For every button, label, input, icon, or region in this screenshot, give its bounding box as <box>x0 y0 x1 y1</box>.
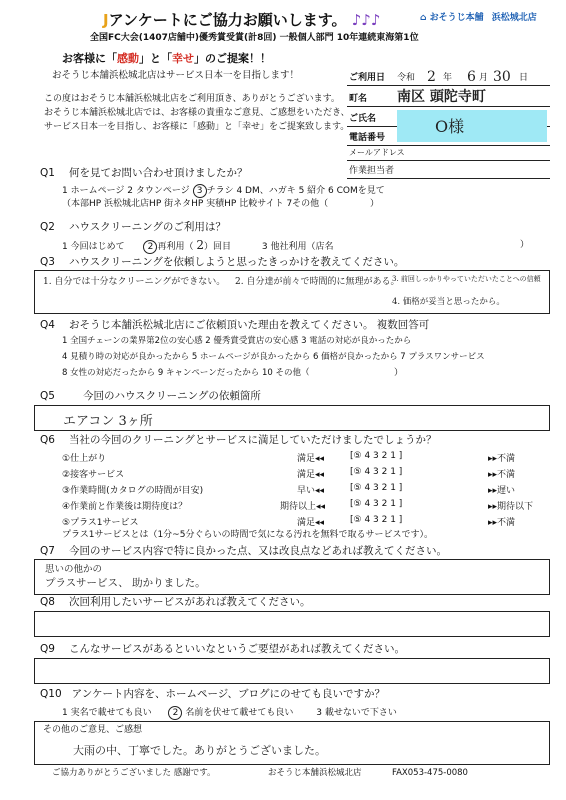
q6-score-1: [⑤ 4 3 2 1 ] <box>350 451 403 461</box>
q6-score-5: [⑤ 4 3 2 1 ] <box>350 515 403 525</box>
q8-question: Q8 次回利用したいサービスがあれば教えてください。 <box>40 596 311 608</box>
q3-answer-box <box>34 270 550 314</box>
q4-options-3: 8 女性の対応だったから 9 キャンペーンだったから 10 その他（ <box>62 368 310 378</box>
intro-line-2: おそうじ本舗浜松城北店では、お客様の貴重なご意見、ご感想をいただき、 <box>44 108 350 118</box>
q6-row-2: ②接客サービス 満足◂◂ [⑤ 4 3 2 1 ] ▸▸不満 <box>62 467 516 480</box>
q6-row-5: ⑤プラス1サービス 満足◂◂ [⑤ 4 3 2 1 ] ▸▸不満 <box>62 515 516 528</box>
q1-selected-circle: 3 <box>193 184 207 198</box>
q7-answer-2: プラスサービス、 助かりました。 <box>45 577 206 589</box>
q6-score-4: [⑤ 4 3 2 1 ] <box>350 499 403 509</box>
staff-row: 作業担当者 <box>347 162 550 179</box>
q5-answer-box <box>34 405 550 431</box>
q4-close: ） <box>394 368 404 378</box>
q10-options: 1 実名で載せても良い 2 名前を伏せて載せても良い 3 載せないで下さい <box>62 708 397 718</box>
award-line: 全国FC大会(1407店舗中)優秀賞受賞(計8回) 一般個人部門 10年連続東海第1位 <box>90 33 419 43</box>
q6-note: プラス1サービスとは（1分~5分ぐらいの時間で気になる汚れを無料で取るサービスです）。 <box>62 530 433 540</box>
other-comments-box <box>34 721 550 765</box>
q2-close: ） <box>520 240 530 250</box>
q2-selected-circle: 2 <box>143 240 157 254</box>
brand-name: おそうじ本舗 <box>429 13 484 23</box>
town-value: 南区 頭陀寺町 <box>397 89 486 105</box>
q6-score-3: [⑤ 4 3 2 1 ] <box>350 483 403 493</box>
q3-answer-3: 3. 前回しっかりやっていただいたことへの信頼 <box>392 275 541 283</box>
house-icon: ⌂ <box>420 13 427 23</box>
month-value: 6 <box>467 69 476 85</box>
q1-question: Q1 何を見てお問い合わせ頂けましたか？ <box>40 167 248 179</box>
q10-selected-circle: 2 <box>168 706 182 720</box>
email-row: メールアドレス <box>347 145 550 161</box>
q3-answer-4: 4. 価格が妥当と思ったから。 <box>392 297 505 307</box>
q9-answer-box <box>34 658 550 684</box>
phone-row: 電話番号 <box>347 126 550 146</box>
q4-options-1: 1 全国チェーンの業界第2位の安心感 2 優秀賞受賞店の安心感 3 電話の対応が良かったから <box>62 336 412 346</box>
other-comments-label: その他のご意見、ご感想 <box>43 725 143 735</box>
footer-fax: FAX053-475-0080 <box>392 768 468 778</box>
store-name: 浜松城北店 <box>491 13 537 23</box>
q7-answer-box <box>34 559 550 595</box>
music-notes-icon: ♪♪♪ <box>351 11 381 29</box>
goal-line: おそうじ本舗浜松城北店はサービス日本一を目指します！ <box>52 70 300 81</box>
q6-row-3: ③作業時間(カタログの時間が目安) 早い◂◂ [⑤ 4 3 2 1 ] ▸▸遅い <box>62 483 516 496</box>
q6-question: Q6 当社の今回のクリーニングとサービスに満足していただけましたでしょうか？ <box>40 434 437 446</box>
year-value: 2 <box>427 69 436 85</box>
name-value: O様 <box>435 117 465 136</box>
q4-options-2: 4 見積り時の対応が良かったから 5 ホームページが良かったから 6 価格が良かったから 7 プラスワンサービス <box>62 352 485 362</box>
name-highlight <box>397 110 547 142</box>
q2-question: Q2 ハウスクリーニングのご利用は？ <box>40 221 226 233</box>
title-j: J <box>103 11 109 29</box>
q10-question: Q10 アンケート内容を、ホームページ、ブログにのせても良いですか？ <box>40 688 385 700</box>
q3-answer-2: 2. 自分達が前々で時間的に無理がある。 <box>235 277 400 287</box>
q3-answer-1: 1. 自分では十分なクリーニングができない。 <box>43 277 226 287</box>
footer-company: おそうじ本舗浜松城北店 <box>268 768 362 778</box>
q1-sub-options: （本部HP 浜松城北店HP 街ネタHP 実積HP 比較サイト 7その他（ <box>62 199 329 209</box>
header-title <box>103 9 380 30</box>
q2-options: 1 今回はじめて 2 再利用（ 2）回目 3 他社利用（店名 <box>62 238 334 252</box>
town-row: 町名 南区 頭陀寺町 <box>347 87 550 107</box>
q3-question: Q3 ハウスクリーニングを依頼しようと思ったきっかけを教えてください。 <box>40 256 405 268</box>
q1-sub-close: ） <box>370 199 380 209</box>
q7-question: Q7 今回のサービス内容で特に良かった点、又は改良点などあれば教えてください。 <box>40 545 447 557</box>
intro-line-1: この度はおそうじ本舗浜松城北店をご利用頂き、ありがとうございます。 <box>44 94 340 104</box>
day-value: 30 <box>493 69 511 85</box>
footer-thanks: ご協力ありがとうございました 感謝です。 <box>52 768 216 778</box>
q5-question: Q5 今回のハウスクリーニングの依頼箇所 <box>40 390 261 402</box>
q9-question: Q9 こんなサービスがあるといいなというご要望があれば教えてください。 <box>40 643 405 655</box>
q6-row-1: ①仕上がり 満足◂◂ [⑤ 4 3 2 1 ] ▸▸不満 <box>62 451 516 464</box>
title-text: アンケートにご協力お願いします。 <box>108 11 347 29</box>
q1-options: 1 ホームページ 2 タウンページ 3 チラシ 4 DM、ハガキ 5 紹介 6 COMを見て <box>62 186 385 196</box>
q6-score-2: [⑤ 4 3 2 1 ] <box>350 467 403 477</box>
q7-answer-1: 思いの他かの <box>45 564 103 575</box>
proposal-line: お客様に「感動」と「幸せ」のご提案！！ <box>62 52 271 65</box>
date-row: ご利用日 令和 2 年 6 月 30 日 <box>347 66 550 86</box>
q2-count: 2 <box>196 238 204 252</box>
q4-question: Q4 おそうじ本舗浜松城北店にご依頼頂いた理由を教えてください。 複数回答可 <box>40 319 430 331</box>
q5-answer: エアコン 3ヶ所 <box>63 414 153 429</box>
q6-row-4: ④作業前と作業後は期待度は？ 期待以上◂◂ [⑤ 4 3 2 1 ] ▸▸期待以下 <box>62 499 534 512</box>
intro-line-3: サービス日本一を目指し、お客様に「感動」と「幸せ」をご提案致します。 <box>44 122 350 132</box>
name-row: ご氏名 <box>347 107 550 127</box>
q8-answer-box <box>34 611 550 637</box>
brand-logo <box>420 10 537 23</box>
other-comments-answer: 大雨の中、丁寧でした。ありがとうございました。 <box>73 744 326 757</box>
